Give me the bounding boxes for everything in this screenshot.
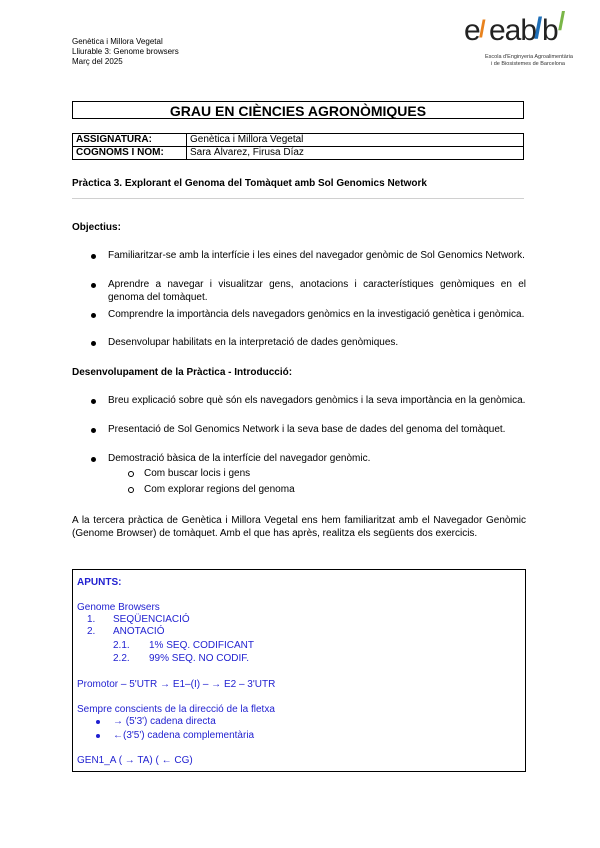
notes-promotor: Promotor – 5'UTR → E1–(I) – → E2 – 3'UTR xyxy=(77,679,276,690)
subject-label: ASSIGNATURA: xyxy=(73,134,187,147)
notes-num-2-1: 2.1. xyxy=(113,640,130,651)
bullet-icon xyxy=(91,341,96,346)
objective-item: Familiaritzar-se amb la interfície i les eines del navegador genòmic de Sol Genomics Network. xyxy=(108,250,525,261)
bullet-icon xyxy=(91,428,96,433)
logo-subtitle-line1: Escola d'Enginyeria Agroalimentària xyxy=(485,54,573,60)
logo-letter-b: b xyxy=(542,14,558,47)
names-label: COGNOMS I NOM: xyxy=(73,147,187,160)
bullet-icon xyxy=(91,399,96,404)
notes-num-1: 1. xyxy=(87,614,96,625)
notes-item-coding: 1% SEQ. CODIFICANT xyxy=(149,640,255,651)
logo-slash-blue: / xyxy=(534,12,543,45)
header-course: Genètica i Millora Vegetal xyxy=(72,37,163,46)
objective-item: Aprendre a navegar i visualitzar gens, anotacions i característiques genòmiques en el genoma del tomàquet. xyxy=(108,279,526,304)
development-item: Demostració bàsica de la interfície del navegador genòmic. xyxy=(108,453,371,464)
development-item: Breu explicació sobre què són els navegadors genòmics i la seva importància en la genòmica. xyxy=(108,395,526,406)
bullet-icon xyxy=(91,457,96,462)
degree-title: GRAU EN CIÈNCIES AGRONÒMIQUES xyxy=(72,101,524,119)
notes-item-annotation: ANOTACIÓ xyxy=(113,626,165,637)
notes-num-2: 2. xyxy=(87,626,96,637)
notes-heading: APUNTS: xyxy=(77,577,122,588)
notes-item-noncoding: 99% SEQ. NO CODIF. xyxy=(149,653,250,664)
sub-bullet-icon xyxy=(128,487,134,493)
bullet-icon xyxy=(91,283,96,288)
logo-letter-e: e xyxy=(464,14,480,47)
divider xyxy=(72,198,524,199)
notes-direct-strand: → (5'3') cadena directa xyxy=(113,716,216,727)
notes-complementary-strand: ←(3'5') cadena complementària xyxy=(113,730,255,741)
notes-item-sequencing: SEQÜENCIACIÓ xyxy=(113,614,190,625)
notes-gene: GEN1_A ( → TA) ( ← CG) xyxy=(77,755,193,766)
objective-item: Comprendre la importància dels navegadors genòmics en la investigació genètica i genòmica. xyxy=(108,309,525,320)
development-item: Presentació de Sol Genomics Network i la seva base de dades del genoma del tomàquet. xyxy=(108,424,506,435)
names-value: Sara Álvarez, Firusa Díaz xyxy=(187,147,524,160)
info-row-subject xyxy=(73,134,524,147)
practice-title: Pràctica 3. Explorant el Genoma del Tomàquet amb Sol Genomics Network xyxy=(72,178,427,189)
sub-bullet-icon xyxy=(128,471,134,477)
intro-paragraph: A la tercera pràctica de Genètica i Millora Vegetal ens hem familiaritzat amb el Navegador Genòmic (Genome Browser) de tomàquet. Amb el que has après, realitza els següents dos exercicis. xyxy=(72,515,526,540)
header-date: Març del 2025 xyxy=(72,57,123,66)
school-logo xyxy=(462,6,573,70)
objective-item: Desenvolupar habilitats en la interpretació de dades genòmiques. xyxy=(108,337,399,348)
development-heading: Desenvolupament de la Pràctica - Introducció: xyxy=(72,367,293,378)
notes-direction: Sempre conscients de la direcció de la fletxa xyxy=(77,704,275,715)
logo-slash-green: / xyxy=(558,6,566,36)
bullet-icon xyxy=(96,720,100,724)
subject-value: Genètica i Millora Vegetal xyxy=(187,134,524,147)
bullet-icon xyxy=(91,254,96,259)
header-deliverable: Lliurable 3: Genome browsers xyxy=(72,47,179,56)
logo-slash-orange: / xyxy=(479,16,486,43)
development-subitem: Com explorar regions del genoma xyxy=(144,484,295,495)
bullet-icon xyxy=(96,734,100,738)
bullet-icon xyxy=(91,313,96,318)
info-row-names xyxy=(73,147,524,160)
objectives-heading: Objectius: xyxy=(72,222,121,233)
notes-num-2-2: 2.2. xyxy=(113,653,130,664)
logo-subtitle-line2: i de Biosistemes de Barcelona xyxy=(491,60,565,67)
development-subitem: Com buscar locis i gens xyxy=(144,468,251,479)
logo-letters-eab: eab xyxy=(489,14,537,47)
logo-subtitle xyxy=(485,54,575,67)
notes-genome-browsers: Genome Browsers xyxy=(77,602,160,613)
info-table xyxy=(72,133,524,160)
